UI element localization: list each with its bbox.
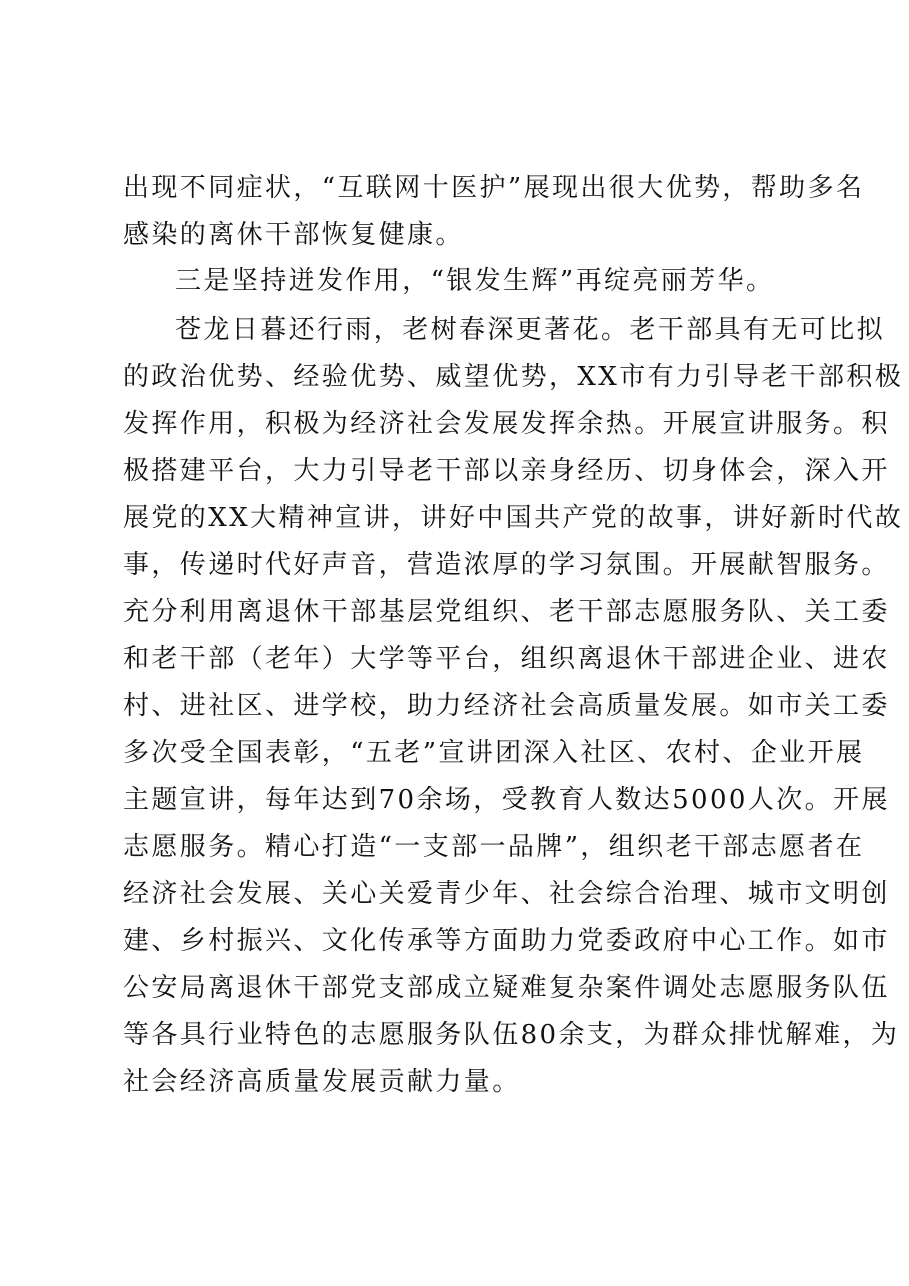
text-line: 感染的离休干部恢复健康。 (123, 220, 464, 250)
text-line: 经济社会发展、关心关爱青少年、社会综合治理、城市文明创 (123, 879, 890, 909)
text-line: 志愿服务。精心打造“一支部一品牌”，组织老干部志愿者在 (123, 832, 865, 862)
text-line: 事，传递时代好声音，营造浓厚的学习氛围。开展献智服务。 (123, 550, 890, 580)
text-line: 村、进社区、进学校，助力经济社会高质量发展。如市关工委 (123, 691, 890, 721)
text-line: 的政治优势、经验优势、威望优势，XX市有力引导老干部积极 (123, 362, 904, 392)
text-line: 建、乡村振兴、文化传承等方面助力党委政府中心工作。如市 (123, 926, 890, 956)
text-line: 极搭建平台，大力引导老干部以亲身经历、切身体会，深入开 (123, 456, 890, 486)
text-line: 三是坚持迸发作用，“银发生辉”再绽亮丽芳华。 (175, 266, 775, 296)
text-line: 公安局离退休干部党支部成立疑难复杂案件调处志愿服务队伍 (123, 973, 890, 1003)
text-line: 发挥作用，积极为经济社会发展发挥余热。开展宣讲服务。积 (123, 409, 890, 439)
text-line: 主题宣讲，每年达到70余场，受教育人数达5000人次。开展 (123, 785, 890, 815)
paragraph-body (123, 310, 904, 1102)
text-line: 展党的XX大精神宣讲，讲好中国共产党的故事，讲好新时代故 (123, 503, 904, 533)
text-line: 社会经济高质量发展贡献力量。 (123, 1067, 521, 1097)
text-line: 出现不同症状，“互联网十医护”展现出很大优势，帮助多名 (123, 173, 865, 203)
text-line: 苍龙日暮还行雨，老树春深更著花。老干部具有无可比拟 (175, 315, 886, 345)
text-line: 和老干部（老年）大学等平台，组织离退休干部进企业、进农 (123, 644, 890, 674)
text-line: 多次受全国表彰，“五老”宣讲团深入社区、农村、企业开展 (123, 738, 865, 768)
text-line: 充分利用离退休干部基层党组织、老干部志愿服务队、关工委 (123, 597, 890, 627)
section-heading (123, 261, 795, 301)
paragraph-continuation (123, 168, 865, 255)
text-line: 等各具行业特色的志愿服务队伍80余支，为群众排忧解难，为 (123, 1020, 900, 1050)
